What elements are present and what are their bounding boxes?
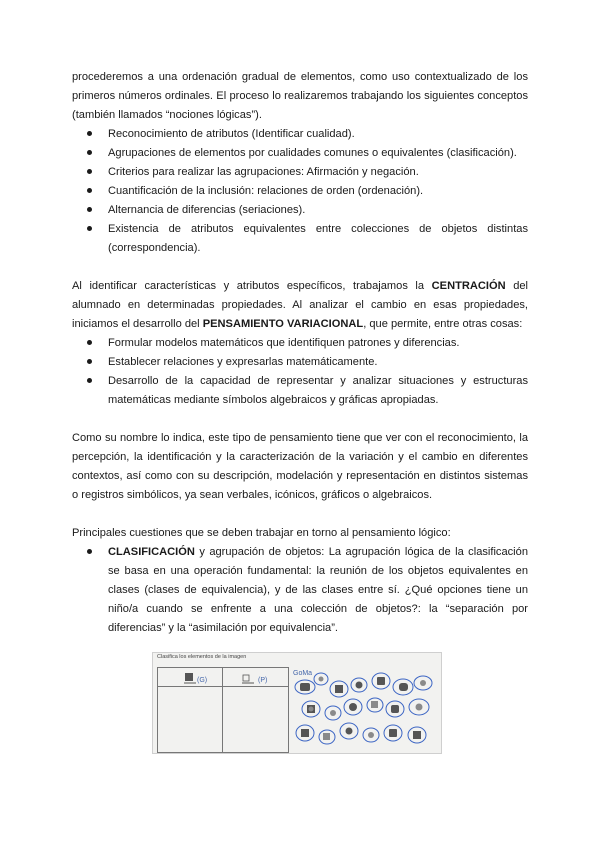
bullet-icon <box>87 188 92 193</box>
object-drawing <box>319 677 324 682</box>
questions-intro: Principales cuestiones que se deben trabajar en torno al pensamiento lógico: <box>72 527 451 539</box>
variational-list <box>72 334 528 410</box>
object-drawing <box>391 705 399 713</box>
object-drawing <box>323 733 330 740</box>
variational-definition-paragraph: Como su nombre lo indica, este tipo de pensamiento tiene que ver con el reconocimiento, la percepción, la identificación y la caracterización de la variación y el cambio en diferentes contextos, así como con su descripción, modelación y representación en distintos sistemas o registros simbólicos, ya sean verbales, icónicos, gráficos o algebraicos. <box>72 432 528 501</box>
bullet-icon <box>87 359 92 364</box>
list-item: Cuantificación de la inclusión: relaciones de orden (ordenación). <box>72 182 528 201</box>
bullet-icon <box>87 150 92 155</box>
object-drawing <box>356 682 363 689</box>
bullet-icon <box>87 207 92 212</box>
object-drawing <box>377 677 385 685</box>
bullet-icon <box>87 549 92 554</box>
document-page <box>72 68 528 638</box>
bullet-icon <box>87 169 92 174</box>
object-drawing <box>309 707 314 712</box>
list-item: Alternancia de diferencias (seriaciones). <box>72 201 528 220</box>
list-item: Reconocimiento de atributos (Identificar cualidad). <box>72 125 528 144</box>
object-drawing <box>335 685 343 693</box>
object-drawing <box>371 701 378 708</box>
column-2-header-drawing <box>242 671 282 685</box>
object-drawing <box>399 683 408 691</box>
object-drawing <box>330 710 336 716</box>
object-drawing <box>420 680 426 686</box>
list-item: CLASIFICACIÓN y agrupación de objetos: La agrupación lógica de la clasificación se basa en una operación fundamental: la reunión de los objetos equivalentes en clases (clases de equivalencia), y de las clases entre sí. ¿Qué opciones tiene un niño/a cuando se enfrente a una colección de objetos?: la “separación por diferencias” y la “asimilación por equivalencia”. <box>72 543 528 638</box>
object-drawing <box>416 704 423 711</box>
bullet-icon <box>87 131 92 136</box>
list-item: Agrupaciones de elementos por cualidades comunes o equivalentes (clasificación). <box>72 144 528 163</box>
intro-line-2: primeros números ordinales. El proceso lo realizaremos trabajando los siguientes conceptos <box>72 90 528 102</box>
object-drawing <box>413 731 421 739</box>
object-drawing <box>300 683 310 691</box>
bullet-icon <box>87 378 92 383</box>
object-drawing <box>389 729 397 737</box>
square-icon <box>185 673 193 681</box>
worksheet-title: Clasifica los elementos de la imagen <box>157 654 247 660</box>
intro-line-3: (también llamados “nociones lógicas”). <box>72 109 262 121</box>
object-drawing <box>301 729 309 737</box>
clasificacion-term: CLASIFICACIÓN <box>108 546 195 558</box>
bullet-icon <box>87 340 92 345</box>
list-item: Formular modelos matemáticos que identifiquen patrones y diferencias. <box>72 334 528 353</box>
classification-worksheet-image <box>152 652 442 754</box>
column-1-header-drawing <box>184 671 220 685</box>
bullet-icon <box>87 226 92 231</box>
column-1-label: (G) <box>197 677 208 684</box>
intro-line-1: procederemos a una ordenación gradual de elementos, como uso contextualizado de los <box>72 71 528 83</box>
small-square-icon <box>243 675 249 681</box>
list-item: Criterios para realizar las agrupaciones: Afirmación y negación. <box>72 163 528 182</box>
objects-scatter-drawing <box>291 665 439 751</box>
column-2-label: (P) <box>258 677 268 684</box>
scatter-handwritten-label: GoMa <box>293 670 313 677</box>
centration-paragraph: Al identificar características y atributos específicos, trabajamos la CENTRACIÓN del alumnado en determinadas propiedades. Al analizar el cambio en esas propiedades, iniciamos el desarrollo del PENSAMIENTO VARIACIONAL, que permite, entre otras cosas: <box>72 280 529 330</box>
classification-table <box>157 667 289 753</box>
object-drawing <box>346 728 353 735</box>
object-drawing <box>368 732 374 738</box>
list-item: Existencia de atributos equivalentes entre colecciones de objetos distintas (correspondencia). <box>72 220 528 258</box>
concepts-list <box>72 125 528 258</box>
pensamiento-variacional-term: PENSAMIENTO VARIACIONAL <box>202 318 364 330</box>
list-item: Establecer relaciones y expresarlas matemáticamente. <box>72 353 528 372</box>
logic-questions-list <box>72 543 528 638</box>
object-drawing <box>349 703 357 711</box>
centracion-term: CENTRACIÓN <box>431 280 506 292</box>
list-item: Desarrollo de la capacidad de representar y analizar situaciones y estructuras matemáticas mediante símbolos algebraicos y gráficas apropiadas. <box>72 372 528 410</box>
